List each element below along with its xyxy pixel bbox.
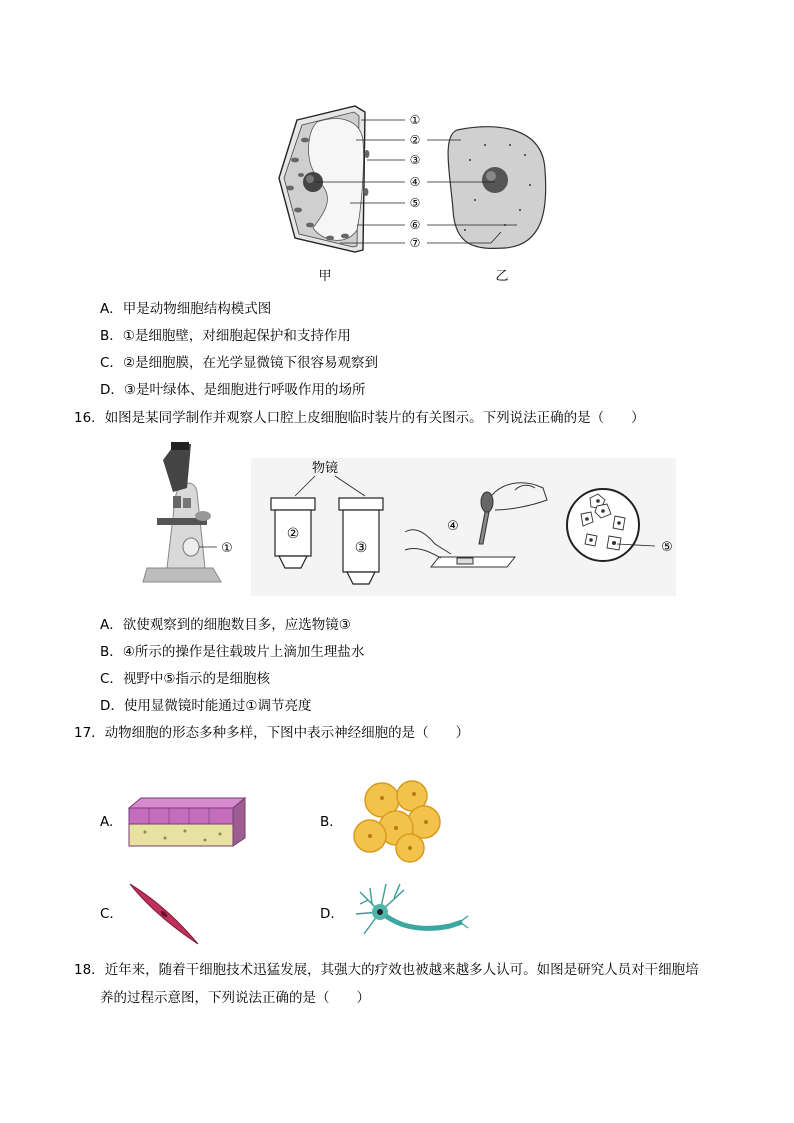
label-1: ① <box>409 113 421 127</box>
microscope-image <box>143 442 221 582</box>
label-3: ③ <box>409 153 421 167</box>
nerve-cell-image <box>350 878 472 948</box>
q16-option-b: B．④所示的操作是往载玻片上滴加生理盐水 <box>100 644 365 660</box>
cell-structure-figure <box>265 100 565 290</box>
label-4: ④ <box>409 175 421 189</box>
lens-title: 物镜 <box>311 461 339 476</box>
label-2: ② <box>409 133 421 147</box>
q18-stem-line-2: 养的过程示意图，下列说法正确的是（ ） <box>100 990 370 1006</box>
q17-option-a-letter: A. <box>100 814 114 830</box>
muscle-cell-image <box>126 880 202 948</box>
mark-1: ① <box>221 541 233 556</box>
mark-2: ② <box>286 526 300 542</box>
label-6: ⑥ <box>409 218 421 232</box>
q18-stem-line-1: 18．近年来，随着干细胞技术迅猛发展，其强大的疗效也被越来越多人认可。如图是研究人员对干细胞培 <box>74 962 699 978</box>
q16-figure <box>135 440 680 600</box>
q15-option-a: A．甲是动物细胞结构模式图 <box>100 301 272 317</box>
cell-a-caption: 甲 <box>318 269 332 284</box>
label-5: ⑤ <box>409 196 421 210</box>
epithelial-tissue-image <box>125 796 247 848</box>
q15-option-c: C．②是细胞膜，在光学显微镜下很容易观察到 <box>100 355 379 371</box>
mark-4: ④ <box>447 519 459 534</box>
q17-option-b-letter: B. <box>320 814 334 830</box>
q15-option-b: B．①是细胞壁，对细胞起保护和支持作用 <box>100 328 351 344</box>
q17-option-c-letter: C. <box>100 906 114 922</box>
mark-5: ⑤ <box>661 540 673 555</box>
q16-option-a: A．欲使观察到的细胞数目多，应选物镜③ <box>100 617 351 633</box>
q15-option-d: D．③是叶绿体、是细胞进行呼吸作用的场所 <box>100 382 366 398</box>
q16-option-c: C．视野中⑤指示的是细胞核 <box>100 671 271 687</box>
mark-3: ③ <box>354 540 368 556</box>
label-7: ⑦ <box>409 236 421 250</box>
fat-cells-image <box>348 776 448 864</box>
q16-stem: 16．如图是某同学制作并观察人口腔上皮细胞临时装片的有关图示。下列说法正确的是（ ） <box>74 410 645 426</box>
cell-b-caption: 乙 <box>495 269 509 284</box>
q17-option-d-letter: D. <box>320 906 335 922</box>
animal-nucleus <box>482 167 508 193</box>
q16-option-d: D．使用显微镜时能通过①调节亮度 <box>100 698 312 714</box>
q17-stem: 17．动物细胞的形态多种多样，下图中表示神经细胞的是（ ） <box>74 725 470 741</box>
